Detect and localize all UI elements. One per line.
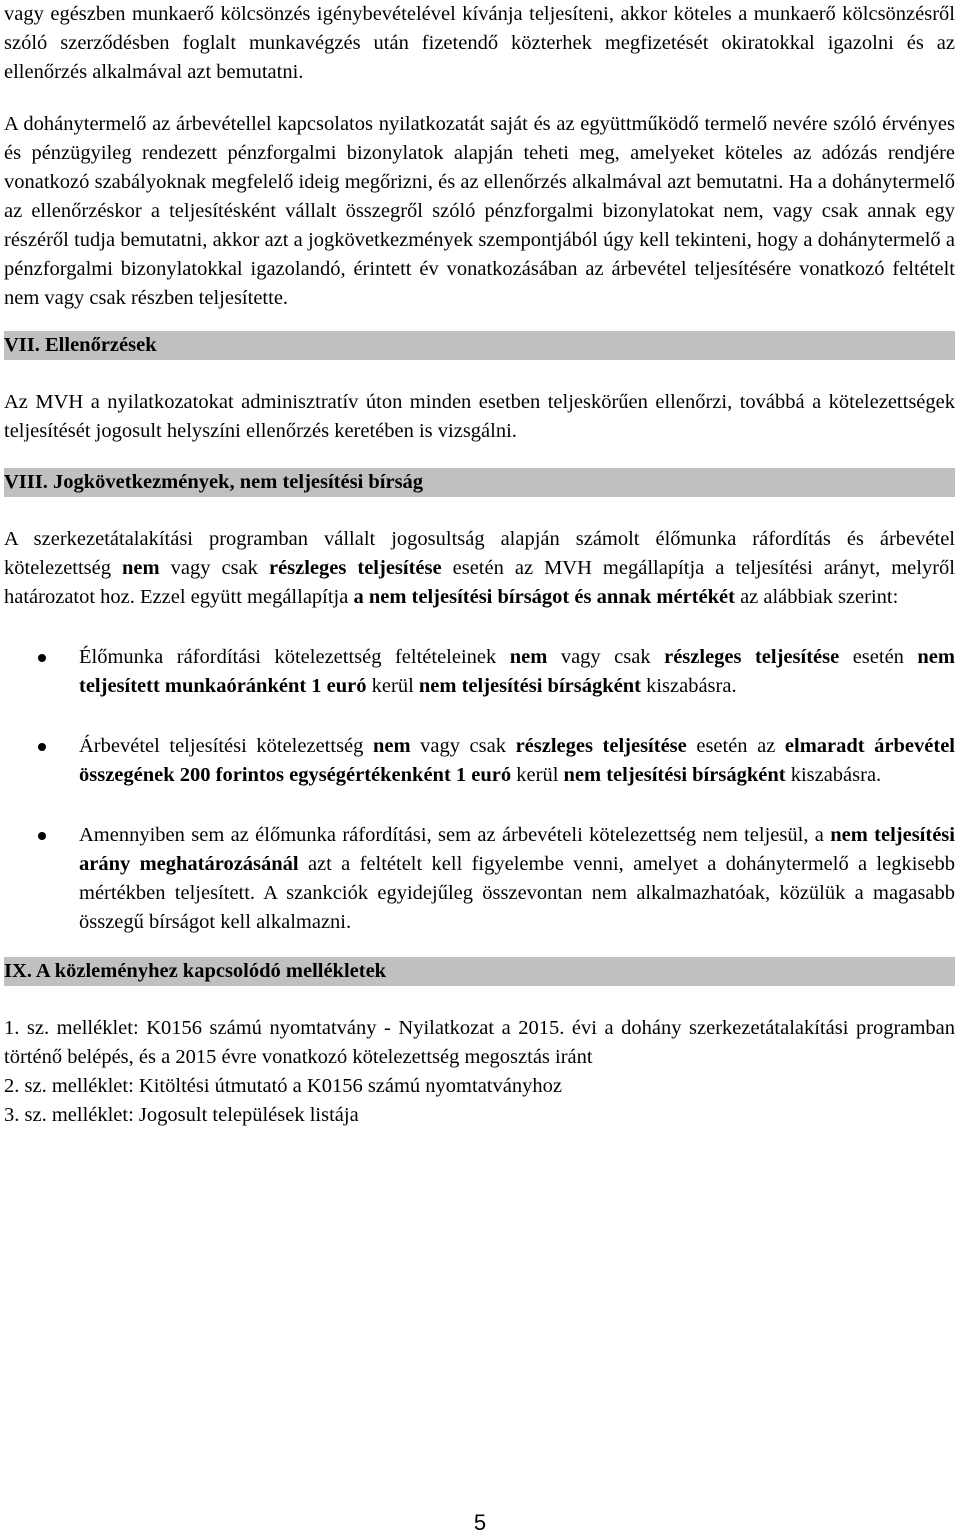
page-number: 5: [473, 1510, 487, 1535]
paragraph-sanctions-intro: A szerkezetátalakítási programban vállalt jogosultság alapján számolt élőmunka ráfordítás és árbevétel kötelezettség nem vagy csak részleges teljesítése esetén az MVH megállapítja a teljesítési arányt, melyről határozatot hoz. Ezzel együtt megállapítja a nem teljesítési bírságot és annak mértékét az alábbiak szerint:: [4, 528, 955, 608]
section-heading-ix: IX. A közleményhez kapcsolódó mellékletek: [4, 957, 955, 986]
annex-3: 3. sz. melléklet: Jogosult települések listája: [4, 1104, 359, 1126]
bullet-icon: [38, 743, 46, 751]
list-item: Árbevétel teljesítési kötelezettség nem vagy csak részleges teljesítése esetén az elmaradt árbevétel összegének 200 forintos egységértékenként 1 euró kerül nem teljesítési bírságként kiszabásra.: [4, 732, 955, 790]
paragraph-continuation: vagy egészben munkaerő kölcsönzés igénybevételével kívánja teljesíteni, akkor köteles a munkaerő kölcsönzésről szóló szerződésben foglalt munkavégzés után fizetendő közterhek megfizetését okiratokkal igazolni és az ellenőrzés alkalmával azt bemutatni.: [4, 3, 955, 83]
bullet-icon: [38, 832, 46, 840]
bullet-icon: [38, 654, 46, 662]
annex-1: 1. sz. melléklet: K0156 számú nyomtatvány - Nyilatkozat a 2015. évi a dohány szerkezetátalakítási programban történő belépés, és a 2015 évre vonatkozó kötelezettség megosztás iránt: [4, 1017, 955, 1068]
section-heading-viii: VIII. Jogkövetkezmények, nem teljesítési bírság: [4, 468, 955, 497]
list-item: Amennyiben sem az élőmunka ráfordítási, sem az árbevételi kötelezettség nem teljesül, a nem teljesítési arány meghatározásánál azt a feltételt kell figyelembe venni, amelyet a dohánytermelő a legkisebb mértékben teljesített. A szankciók egyidejűleg összevontan nem alkalmazhatóak, közülük a magasabb összegű bírságot kell alkalmazni.: [4, 821, 955, 937]
section-heading-vii: VII. Ellenőrzések: [4, 331, 955, 360]
document-page: [4, 0, 955, 1130]
list-item: Élőmunka ráfordítási kötelezettség feltételeinek nem vagy csak részleges teljesítése esetén nem teljesített munkaóránként 1 euró kerül nem teljesítési bírságként kiszabásra.: [4, 643, 955, 701]
paragraph-controls: Az MVH a nyilatkozatokat adminisztratív úton minden esetben teljeskörűen ellenőrzi, továbbá a kötelezettségek teljesítését jogosult helyszíni ellenőrzés keretében is vizsgálni.: [4, 391, 955, 442]
paragraph-revenue-declaration: A dohánytermelő az árbevétellel kapcsolatos nyilatkozatát saját és az együttműködő termelő nevére szóló érvényes és pénzügyileg rendezett pénzforgalmi bizonylatok alapján teheti meg, amelyeket köteles az adózás rendjére vonatkozó szabályoknak megfelelő ideig megőrizni, és az ellenőrzés alkalmával azt bemutatni. Ha a dohánytermelő az ellenőrzéskor a teljesítésként vállalt összegről szóló pénzforgalmi bizonylatokat nem, vagy csak annak egy részéről tudja bemutatni, akkor azt a jogkövetkezmények szempontjából úgy kell tekinteni, hogy a dohánytermelő a pénzforgalmi bizonylatokkal igazolandó, érintett év vonatkozásában az árbevétel teljesítésére vonatkozó feltételt nem vagy csak részben teljesítette.: [4, 113, 955, 309]
sanction-list: [4, 643, 955, 937]
annex-2: 2. sz. melléklet: Kitöltési útmutató a K0156 számú nyomtatványhoz: [4, 1075, 562, 1097]
